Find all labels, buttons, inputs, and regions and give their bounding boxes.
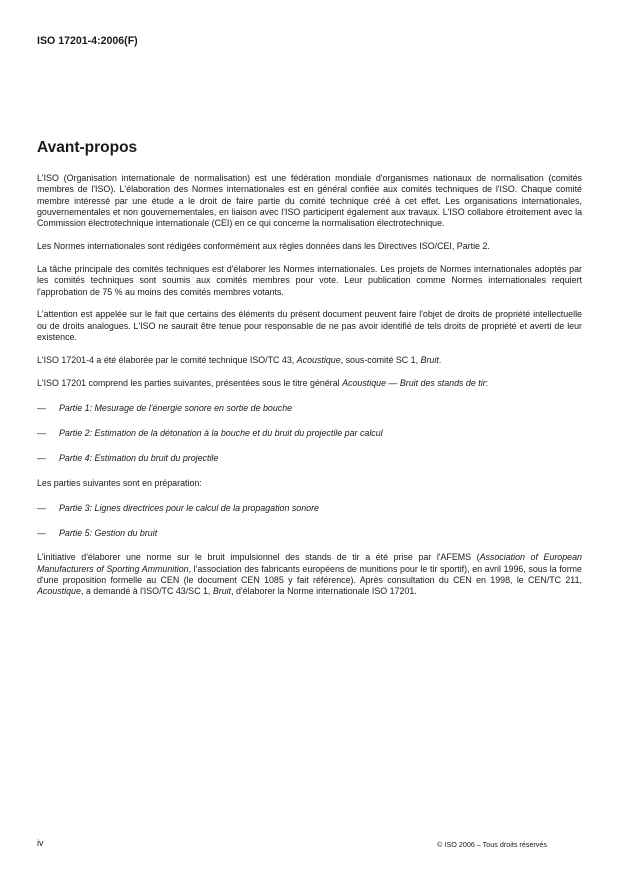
em-dash-bullet: — — [37, 452, 46, 463]
text-run-italic: Bruit — [212, 586, 232, 597]
text-run-italic: Acoustique — Bruit des stands de tir — [342, 377, 486, 388]
text-run-italic: Association of European Manufacturers of Sporting Ammunition — [37, 552, 582, 574]
published-parts-list — [37, 403, 582, 464]
paragraph-committee — [37, 355, 582, 366]
list-item — [37, 403, 582, 414]
text-run: . — [438, 354, 442, 365]
text-run: , sous-comité SC 1, — [340, 354, 421, 365]
em-dash-bullet: — — [37, 427, 46, 438]
document-identifier: ISO 17201-4:2006(F) — [37, 35, 138, 47]
paragraph-patent-notice: L'attention est appelée sur le fait que certains des éléments du présent document peuvent faire l'objet de droits de propriété intellectuelle ou de droits analogues. L'ISO ne saurait être tenue pour responsable de ne pas avoir identifié de tels droits de propriété et averti de leur existence. — [37, 309, 582, 343]
list-item — [37, 528, 582, 539]
text-run-italic: Acoustique — [296, 354, 341, 365]
text-run: L'ISO 17201-4 a été élaborée par le comité technique ISO/TC 43, — [37, 354, 297, 365]
copyright-notice: © ISO 2006 – Tous droits réservés — [437, 840, 547, 849]
text-run: : — [485, 377, 489, 388]
list-item — [37, 428, 582, 439]
foreword-body — [37, 173, 582, 609]
list-item — [37, 503, 582, 514]
list-item-label: Partie 4: Estimation du bruit du projectile — [59, 452, 219, 463]
in-preparation-parts-list — [37, 503, 582, 539]
em-dash-bullet: — — [37, 502, 46, 513]
text-run: , d'élaborer la Norme internationale ISO 17201. — [231, 586, 417, 597]
text-run: L'ISO 17201 comprend les parties suivantes, présentées sous le titre général — [37, 377, 343, 388]
em-dash-bullet: — — [37, 403, 46, 414]
list-item-label: Partie 5: Gestion du bruit — [59, 527, 158, 538]
paragraph-iso-intro: L'ISO (Organisation internationale de normalisation) est une fédération mondiale d'organismes nationaux de normalisation (comités membres de l'ISO). L'élaboration des Normes internationales est en général confiée aux comités techniques de l'ISO. Chaque comité membre intéressé par une étude a le droit de faire partie du comité technique créé à cet effet. Les organisations internationales, gouvernementales et non gouvernementales, en liaison avec l'ISO participent également aux travaux. L'ISO collabore étroitement avec la Commission électrotechnique internationale (CEI) en ce qui concerne la normalisation électrotechnique. — [37, 173, 582, 229]
paragraph-directives: Les Normes internationales sont rédigées conformément aux règles données dans les Directives ISO/CEI, Partie 2. — [37, 241, 490, 252]
list-item-label: Partie 2: Estimation de la détonation à la bouche et du bruit du projectile par calcul — [59, 427, 383, 438]
text-run: , a demandé à l'ISO/TC 43/SC 1, — [80, 586, 213, 597]
list-item-label: Partie 1: Mesurage de l'énergie sonore en sortie de bouche — [59, 403, 293, 414]
paragraph-main-task: La tâche principale des comités techniques est d'élaborer les Normes internationales. Les projets de Normes internationales adoptés par les comités techniques sont soumis aux comités membres pour vote. Leur publication comme Normes internationales requiert l'approbation de 75 % au moins des comités membres votants. — [37, 263, 582, 297]
page-number: iv — [37, 838, 44, 848]
list-item-label: Partie 3: Lignes directrices pour le calcul de la propagation sonore — [59, 502, 319, 513]
list-item — [37, 453, 582, 464]
section-title: Avant-propos — [37, 139, 138, 156]
text-run: , l'association des fabricants européens de munitions pour le tir sportif), en avril 1996, sous la forme d'une proposition formelle au CEN (le document CEN 1085 y fait référence). Après consultation du CEN en 1998, le CEN/TC 211, — [37, 563, 582, 585]
paragraph-in-preparation: Les parties suivantes sont en préparation: — [37, 477, 202, 488]
paragraph-afems-initiative — [37, 552, 582, 597]
text-run-italic: Bruit — [420, 354, 439, 365]
text-run-italic: Acoustique — [37, 586, 81, 597]
em-dash-bullet: — — [37, 527, 46, 538]
text-run: L'initiative d'élaborer une norme sur le bruit impulsionnel des stands de tir a été prise par l'AFEMS ( — [37, 552, 480, 563]
paragraph-parts-intro — [37, 378, 582, 389]
